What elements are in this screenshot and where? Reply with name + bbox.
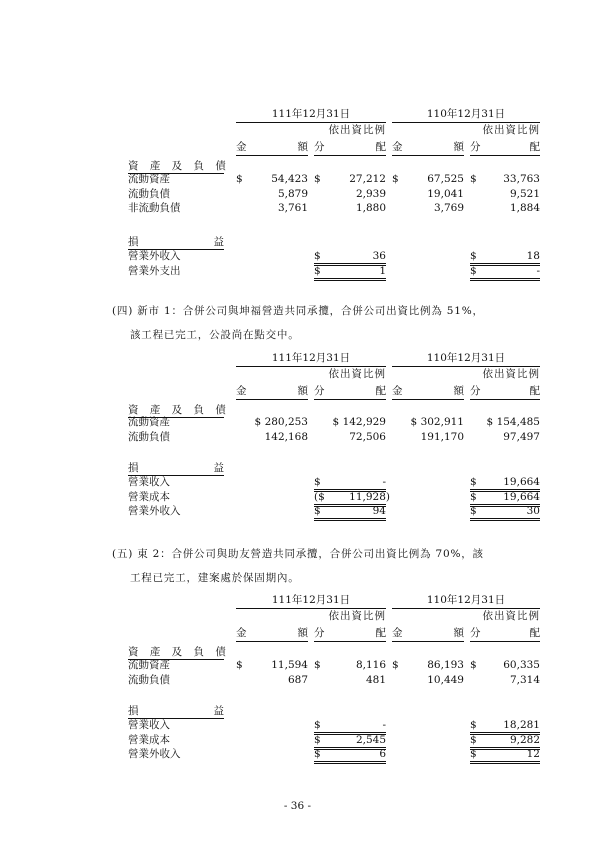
section1-income-label: 營業外收入 xyxy=(128,250,181,262)
section1-income-s111-value: 36 xyxy=(372,250,386,262)
para5-line2: 工程已完工，建案處於保固期內。 xyxy=(130,572,300,584)
section2-row-a111: 142,168 xyxy=(264,430,308,443)
section1-row-s111-dollar: $ xyxy=(314,173,321,185)
s2-col-a110-rule xyxy=(392,399,464,400)
s1-col-s111-rule xyxy=(314,155,386,156)
section1-row-a111 xyxy=(236,173,308,186)
section2-income-heading-b: 益 xyxy=(213,462,224,474)
section3-income-s110-dollar: $ xyxy=(470,719,477,731)
section3-income-s111-value: - xyxy=(382,719,386,731)
section1-row-a111 xyxy=(236,202,308,215)
section1-row-a110 xyxy=(392,173,464,186)
s3-col-s110-rule xyxy=(470,641,540,642)
s1-col-a111-rule xyxy=(236,155,308,156)
section2-income-s111-dollar: $ xyxy=(314,476,321,488)
section2-income-heading-a: 損 xyxy=(128,462,139,474)
section2-row-label: 流動負債 xyxy=(128,430,170,443)
section1-row-a111-value: 5,879 xyxy=(277,187,308,200)
section1-income-s110-dollar: $ xyxy=(470,264,477,277)
section1-row-a111-dollar: $ xyxy=(236,173,243,185)
s1-share-111: 依出資比例 xyxy=(328,124,386,136)
s1-col-a110-rule xyxy=(392,155,464,156)
s2-col-a111-b: 額 xyxy=(297,385,308,397)
section3-income-s111-value: 6 xyxy=(379,748,386,760)
section2-row-s111: $ 142,929 xyxy=(332,416,386,428)
s2-date-111-rule xyxy=(236,366,386,367)
section3-income-s110-value: 18,281 xyxy=(503,719,540,731)
section3-row-a111 xyxy=(236,659,308,672)
s3-col-a110-rule xyxy=(392,641,464,642)
s2-share-111: 依出資比例 xyxy=(328,368,386,380)
section3-row-s111 xyxy=(314,674,386,687)
section1-income-s111-dollar: $ xyxy=(314,264,321,277)
section1-row-a111-value: 54,423 xyxy=(271,173,308,185)
section2-income-s110-value: 19,664 xyxy=(503,476,540,488)
s3-col-a111-a: 金 xyxy=(236,627,247,639)
section2-income-s111-dollar: ($ xyxy=(314,490,325,503)
section3-row-s111-value: 481 xyxy=(365,673,386,686)
section2-income-label: 營業成本 xyxy=(128,490,170,503)
section2-income-s111 xyxy=(314,505,386,521)
s3-col-s111-rule xyxy=(314,641,386,642)
s3-assets-heading: 資 產 及 負 債 xyxy=(128,646,230,658)
s2-date-110: 110年12月31日 xyxy=(426,352,506,364)
section1-income-s110 xyxy=(470,265,540,281)
s2-col-s110-b: 配 xyxy=(529,385,540,397)
s2-col-a110-b: 額 xyxy=(453,385,464,397)
section1-row-a110-value: 19,041 xyxy=(427,187,464,200)
section1-row-s110-value: 33,763 xyxy=(503,173,540,185)
s1-col-s110-rule xyxy=(470,155,540,156)
section3-income-s111-dollar: $ xyxy=(314,748,321,760)
s3-date-111-rule xyxy=(236,608,386,609)
s1-col-a110-b: 額 xyxy=(453,141,464,153)
s2-col-a110-a: 金 xyxy=(392,385,403,397)
section2-income-s110-value: 19,664 xyxy=(503,490,540,503)
s1-col-s111-a: 分 xyxy=(314,141,325,153)
section1-row-s110 xyxy=(470,202,540,215)
s3-share-110: 依出資比例 xyxy=(482,610,540,622)
section3-row-s111-dollar: $ xyxy=(314,659,321,671)
section1-row-a111-value: 3,761 xyxy=(277,202,308,214)
section1-row-label: 流動資產 xyxy=(128,173,170,185)
section1-row-s110 xyxy=(470,173,540,186)
section1-row-s110-value: 9,521 xyxy=(509,187,540,200)
s1-col-a111-b: 額 xyxy=(297,141,308,153)
section3-row-s111-value: 8,116 xyxy=(355,659,386,671)
section3-income-heading-a: 損 xyxy=(128,705,139,717)
section2-income-s110-dollar: $ xyxy=(470,505,477,517)
section2-income-s111-dollar: $ xyxy=(314,505,321,517)
section3-row-a110 xyxy=(392,674,464,687)
section2-income-s110 xyxy=(470,505,540,521)
section3-row-a111-dollar: $ xyxy=(236,659,243,671)
s1-col-s111-b: 配 xyxy=(375,141,386,153)
section3-row-a110-value: 10,449 xyxy=(427,673,464,686)
section3-income-s110-value: 9,282 xyxy=(509,733,540,746)
section3-income-s111-dollar: $ xyxy=(314,733,321,746)
s3-share-111: 依出資比例 xyxy=(328,610,386,622)
section1-row-s111-value: 27,212 xyxy=(349,173,386,185)
section3-income-s111-dollar: $ xyxy=(314,719,321,731)
section2-row-s110: 97,497 xyxy=(503,430,540,443)
s3-col-a111-b: 額 xyxy=(297,627,308,639)
s3-date-111: 111年12月31日 xyxy=(271,594,351,606)
section1-row-a110-dollar: $ xyxy=(392,173,399,185)
section2-row-a111: $ 280,253 xyxy=(254,416,308,428)
s1-col-a111-a: 金 xyxy=(236,141,247,153)
s2-assets-heading: 資 產 及 負 債 xyxy=(128,404,230,416)
section1-row-s110 xyxy=(470,188,540,201)
section2-income-s110-dollar: $ xyxy=(470,490,477,503)
section2-row-label: 流動資產 xyxy=(128,416,170,428)
s3-date-110-rule xyxy=(392,608,540,609)
section3-row-s111 xyxy=(314,659,386,672)
section1-row-s111 xyxy=(314,202,386,215)
section3-income-s110-dollar: $ xyxy=(470,733,477,746)
section3-row-s110 xyxy=(470,674,540,687)
section3-row-s110-value: 7,314 xyxy=(509,673,540,686)
section1-row-s110-dollar: $ xyxy=(470,173,477,185)
section2-row-s111: 72,506 xyxy=(349,430,386,443)
s3-date-110: 110年12月31日 xyxy=(426,594,506,606)
s1-share-110: 依出資比例 xyxy=(482,124,540,136)
section3-row-s110-value: 60,335 xyxy=(503,659,540,671)
section3-row-s110-dollar: $ xyxy=(470,659,477,671)
section1-income-s110-dollar: $ xyxy=(470,250,477,262)
s3-col-a111-rule xyxy=(236,641,308,642)
s3-col-s111-b: 配 xyxy=(375,627,386,639)
s3-col-s111-a: 分 xyxy=(314,627,325,639)
section3-row-a110-dollar: $ xyxy=(392,659,399,671)
section2-income-s111-value: 11,928) xyxy=(349,490,390,503)
s2-col-s110-rule xyxy=(470,399,540,400)
section1-row-a110 xyxy=(392,188,464,201)
section2-income-s110-value: 30 xyxy=(526,505,540,517)
section1-row-label: 流動負債 xyxy=(128,187,170,200)
section1-income-heading-a: 損 xyxy=(128,236,139,248)
s1-date-111: 111年12月31日 xyxy=(271,108,351,120)
section3-income-heading-b: 益 xyxy=(213,705,224,717)
section3-row-label: 流動資產 xyxy=(128,659,170,671)
s2-date-110-rule xyxy=(392,366,540,367)
s2-date-111: 111年12月31日 xyxy=(271,352,351,364)
section3-income-label: 營業收入 xyxy=(128,719,170,731)
section2-income-s110-dollar: $ xyxy=(470,476,477,488)
section3-income-s110-dollar: $ xyxy=(470,748,477,760)
section3-row-a110-value: 86,193 xyxy=(427,659,464,671)
section1-row-a111 xyxy=(236,188,308,201)
s2-col-s110-a: 分 xyxy=(470,385,481,397)
s1-col-s110-b: 配 xyxy=(529,141,540,153)
section3-income-s110 xyxy=(470,748,540,764)
s1-col-a110-a: 金 xyxy=(392,141,403,153)
section1-row-a110 xyxy=(392,202,464,215)
section1-income-heading-b: 益 xyxy=(213,236,224,248)
section1-row-s111-value: 1,880 xyxy=(355,202,386,214)
section3-income-s111-value: 2,545 xyxy=(355,733,386,746)
para5-line1: (五) 東 2：合併公司與助友營造共同承攬，合併公司出資比例為 70%，該 xyxy=(112,548,484,560)
section3-row-a111 xyxy=(236,674,308,687)
para4-line2: 該工程已完工，公設尚在點交中。 xyxy=(130,329,300,341)
s3-col-s110-a: 分 xyxy=(470,627,481,639)
s1-date-110-rule xyxy=(392,122,540,123)
section1-row-a110-value: 67,525 xyxy=(427,173,464,185)
section1-income-s111-dollar: $ xyxy=(314,250,321,262)
section3-row-label: 流動負債 xyxy=(128,673,170,686)
section3-income-label: 營業成本 xyxy=(128,733,170,746)
s2-col-s111-b: 配 xyxy=(375,385,386,397)
section3-income-s110-value: 12 xyxy=(526,748,540,760)
section3-row-a111-value: 11,594 xyxy=(271,659,308,671)
section3-income-s111 xyxy=(314,748,386,764)
s1-col-s110-a: 分 xyxy=(470,141,481,153)
section1-row-a110-value: 3,769 xyxy=(433,202,464,214)
section2-row-a110: 191,170 xyxy=(420,430,464,443)
section1-row-s111-value: 2,939 xyxy=(355,187,386,200)
section3-income-label: 營業外收入 xyxy=(128,748,181,760)
section3-row-a111-value: 687 xyxy=(287,673,308,686)
s2-share-110: 依出資比例 xyxy=(482,368,540,380)
section1-income-s110-value: - xyxy=(536,264,540,277)
section3-row-s110 xyxy=(470,659,540,672)
section1-row-s110-value: 1,884 xyxy=(509,202,540,214)
section1-income-s111-value: 1 xyxy=(379,264,386,277)
s1-date-111-rule xyxy=(236,122,386,123)
section1-income-s111 xyxy=(314,265,386,281)
s3-col-s110-b: 配 xyxy=(529,627,540,639)
s2-col-a111-a: 金 xyxy=(236,385,247,397)
section3-row-a110 xyxy=(392,659,464,672)
s3-col-a110-a: 金 xyxy=(392,627,403,639)
s2-col-a111-rule xyxy=(236,399,308,400)
section1-row-s111 xyxy=(314,188,386,201)
para4-line1: (四) 新市 1：合併公司與坤福營造共同承攬，合併公司出資比例為 51%， xyxy=(112,305,484,317)
page-number: - 36 - xyxy=(283,800,312,812)
s1-date-110: 110年12月31日 xyxy=(426,108,506,120)
s2-col-s111-a: 分 xyxy=(314,385,325,397)
section2-row-s110: $ 154,485 xyxy=(486,416,540,428)
s2-col-s111-rule xyxy=(314,399,386,400)
section2-row-a110: $ 302,911 xyxy=(410,416,464,428)
section1-row-label: 非流動負債 xyxy=(128,202,181,214)
section1-income-s110-value: 18 xyxy=(526,250,540,262)
section2-income-label: 營業收入 xyxy=(128,476,170,488)
s3-col-a110-b: 額 xyxy=(453,627,464,639)
section1-row-s111 xyxy=(314,173,386,186)
s1-assets-heading: 資 產 及 負 債 xyxy=(128,160,230,172)
section2-income-s111-value: - xyxy=(382,476,386,488)
section2-income-s111-value: 94 xyxy=(372,505,386,517)
section2-income-label: 營業外收入 xyxy=(128,505,181,517)
section1-income-label: 營業外支出 xyxy=(128,264,181,277)
